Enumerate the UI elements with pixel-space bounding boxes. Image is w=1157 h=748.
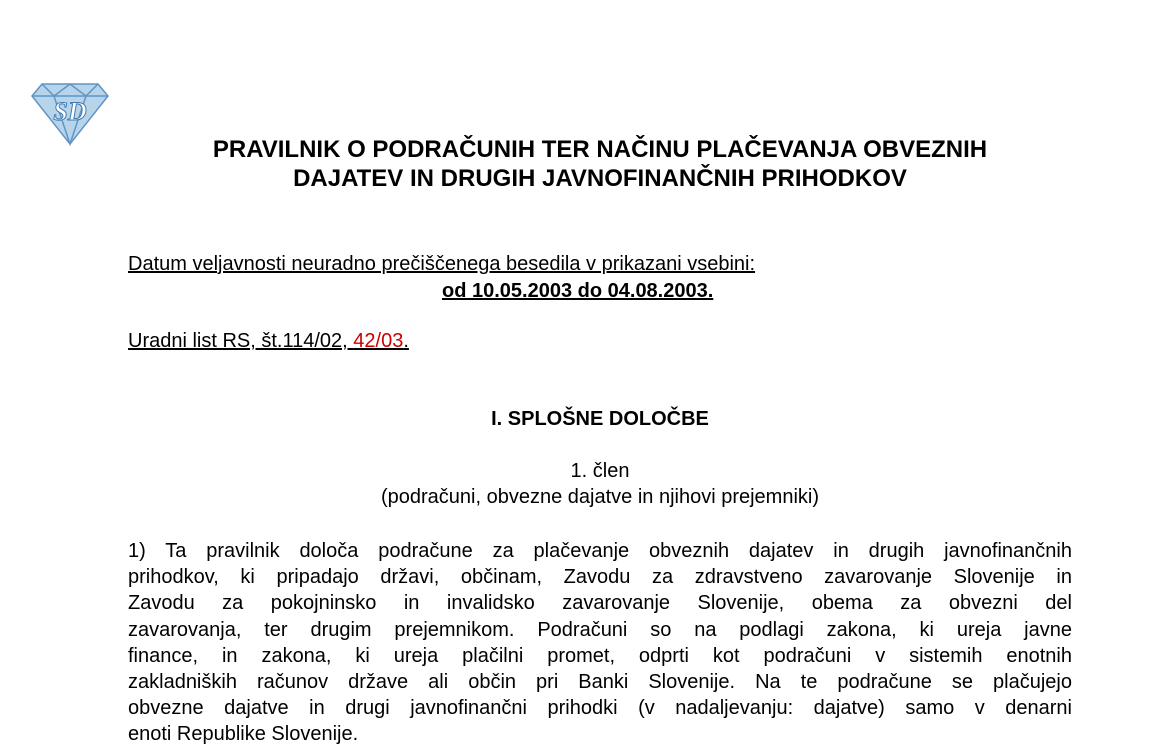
paragraph-line: prihodkov, ki pripadajo državi, občinam, Zavodu za zdravstveno zavarovanje Slovenije in [128, 566, 1072, 589]
paragraph-line: zavarovanja, ter drugim prejemnikom. Podračuni so na podlagi zakona, ki ureja javne [128, 618, 1072, 641]
validity-range: od 10.05.2003 do 04.08.2003. [442, 280, 714, 302]
document-title [0, 135, 1157, 193]
gazette-amendment-link[interactable]: 42/03 [353, 330, 404, 352]
title-line-1: PRAVILNIK O PODRAČUNIH TER NAČINU PLAČEVANJA OBVEZNIH [212, 136, 988, 163]
article-subtitle: (podračuni, obvezne dajatve in njihovi prejemniki) [380, 486, 820, 508]
article-number: 1. člen [570, 460, 630, 482]
paragraph-line: obvezne dajatve in drugi javnofinančni prihodki (v nadaljevanju: dajatve) samo v denarni [128, 697, 1072, 720]
validity-label: Datum veljavnosti neuradno prečiščenega besedila v prikazani vsebini: [128, 253, 756, 275]
gazette-suffix: . [403, 330, 409, 352]
logo-text: SD [53, 97, 87, 126]
paragraph-line: 1) Ta pravilnik določa podračune za plačevanje obveznih dajatev in drugih javnofinančnih [128, 540, 1072, 562]
section-heading: I. SPLOŠNE DOLOČBE [491, 408, 709, 430]
gazette-prefix: Uradni list RS, št.114/02, [128, 330, 354, 352]
paragraph-line: zakladniških računov države ali občin pri Banki Slovenije. Na te podračune se plačujejo [128, 671, 1072, 694]
paragraph-line: enoti Republike Slovenije. [128, 723, 359, 746]
paragraph-line: Zavodu za pokojninsko in invalidsko zavarovanje Slovenije, obema za obvezni del [128, 592, 1072, 615]
article-paragraph [128, 538, 1072, 748]
gazette-reference [128, 330, 409, 353]
paragraph-line: finance, in zakona, ki ureja plačilni promet, odprti kot podračuni v sistemih enotnih [128, 644, 1072, 667]
title-line-2: DAJATEV IN DRUGIH JAVNOFINANČNIH PRIHODKOV [293, 165, 907, 192]
